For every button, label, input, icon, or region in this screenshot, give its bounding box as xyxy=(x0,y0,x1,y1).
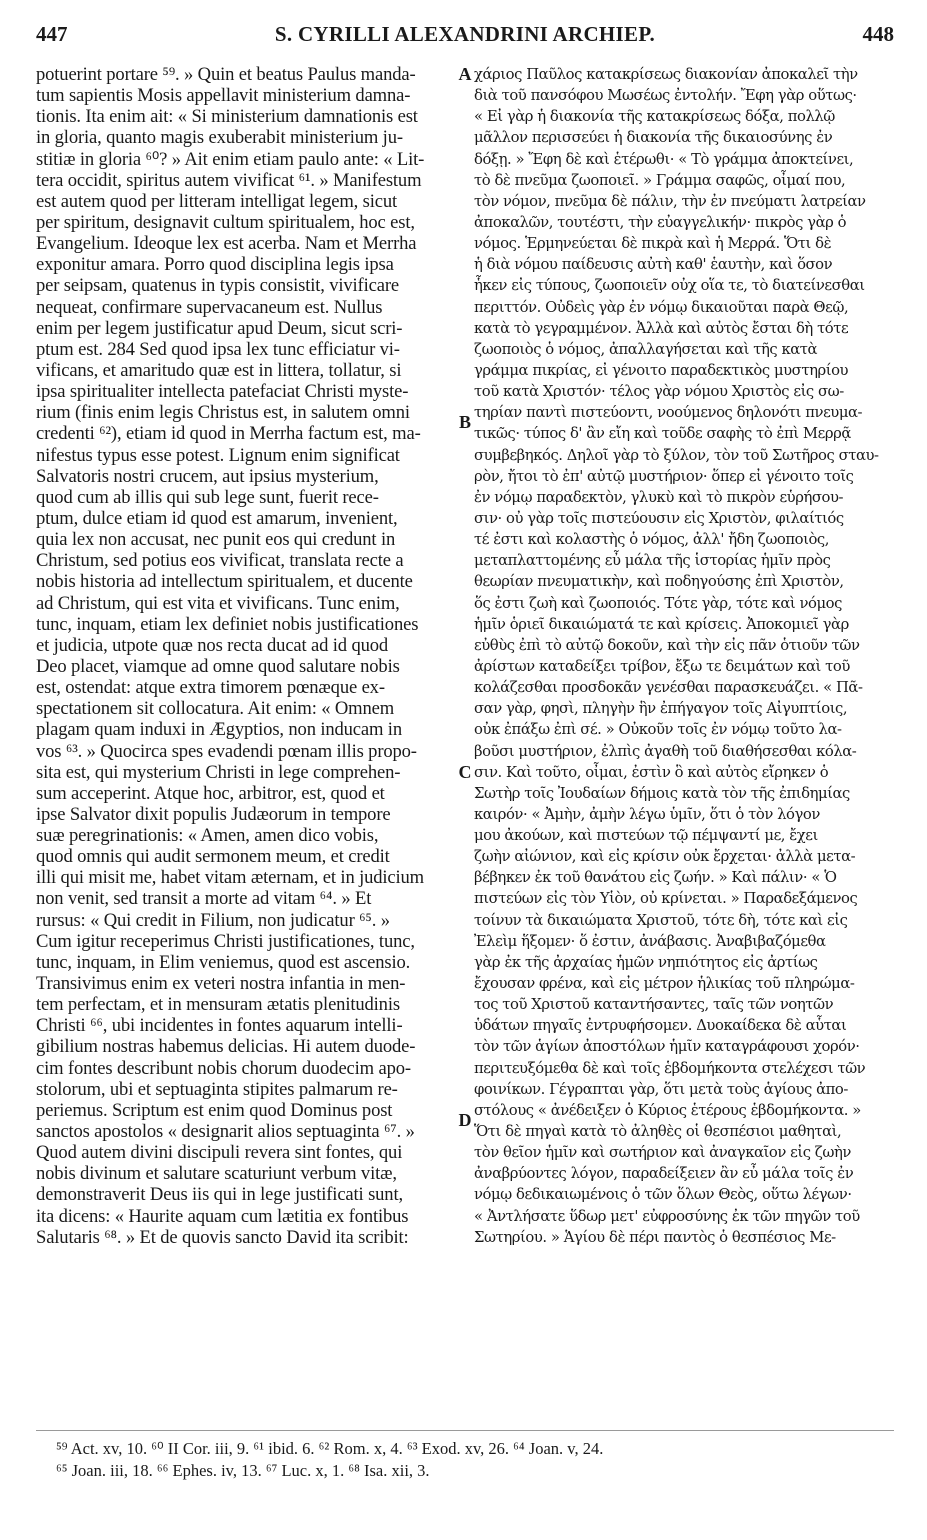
greek-text-line: τὸν τῶν ἁγίων ἀποστόλων ἡμῖν καταγράφουσι χορόν· xyxy=(474,1038,860,1056)
latin-text-line: Salutaris ⁶⁸. » Et de quovis sancto David ita scribit: xyxy=(36,1226,409,1248)
latin-text-line: Transivimus enim ex veteri nostra infantia in men- xyxy=(36,973,406,995)
greek-text-line: Ὅτι δὲ πηγαὶ κατὰ τὸ ἀληθὲς οἱ θεσπέσιοι μαθηταὶ, xyxy=(474,1123,842,1141)
latin-text-line: ipsa spiritualiter intellecta patefaciat Christi myste- xyxy=(36,381,409,403)
latin-text-line: Quod autem divini discipuli revera sint fontes, qui xyxy=(36,1142,403,1164)
greek-text-line: « Ἀντλήσατε ὕδωρ μετ' εὐφροσύνης ἐκ τῶν πηγῶν τοῦ xyxy=(474,1207,860,1225)
latin-text-line: rursus: « Qui credit in Filium, non judicatur ⁶⁵. » xyxy=(36,909,390,931)
latin-text-line: Christi ⁶⁶, ubi incidentes in fontes aquarum intelli- xyxy=(36,1015,403,1037)
greek-text-line: ἧκεν εἰς τύπους, ζωοποιεῖν οὐχ οἵα τε, τὸ διατείνεσθαι xyxy=(474,277,865,295)
latin-text-line: sanctos apostolos « designarit alios septuaginta ⁶⁷. » xyxy=(36,1121,415,1143)
greek-text-line: δόξῃ. » Ἔφη δὲ καὶ ἑτέρωθι· « Τὸ γράμμα ἀποκτείνει, xyxy=(474,150,854,168)
latin-text-line: non venit, sed transit a morte ad vitam ⁶⁴. » Et xyxy=(36,888,372,910)
latin-text-line: quod cum ab illis qui sub lege sunt, fuerit rece- xyxy=(36,486,379,508)
greek-text-line: κολάζεσθαι προσδοκᾶν γενέσθαι παρασκευάζει. « Πᾶ- xyxy=(474,679,863,697)
footnotes xyxy=(36,1438,896,1482)
latin-text-line: rium (finis enim legis Christus est, in salutem omni xyxy=(36,402,410,424)
latin-text-line: Salvatoris nostri crucem, aut ipsius mysterium, xyxy=(36,465,379,487)
greek-text-line: « Εἰ γὰρ ἡ διακονία τῆς κατακρίσεως δόξα, πολλῷ xyxy=(474,108,835,126)
greek-text-line: ἐν νόμῳ παραδεκτὸν, γλυκὺ καὶ τὸ πικρὸν εὑρήσου- xyxy=(474,488,844,506)
running-title: S. CYRILLI ALEXANDRINI ARCHIEP. xyxy=(274,22,656,46)
greek-text-line: Ἐλεὶμ ἥξομεν· ὅ ἐστιν, ἀνάβασις. Ἀναβιβαζόμεθα xyxy=(474,932,826,950)
latin-text-line: ptum, dulce etiam id quod est amarum, invenient, xyxy=(36,507,398,529)
greek-text-line: ἡμῖν ὁριεῖ δικαιώματά τε καὶ κρίσεις. Ἀποκομιεῖ γὰρ xyxy=(474,615,849,633)
latin-text-line: stitiæ in gloria ⁶⁰? » Ait enim etiam paulo ante: « Lit- xyxy=(36,148,425,170)
greek-text-line: γὰρ ἐκ τῆς ἀρχαίας ἡμῶν νηπιότητος εἰς ἀρτίως xyxy=(474,953,818,971)
latin-text-line: tunc, inquam, etiam lex definiet nobis justificationes xyxy=(36,613,419,635)
greek-text-line: ὑδάτων πηγαῖς ἐντρυφήσομεν. Δυοκαίδεκα δὲ αὗται xyxy=(474,1017,847,1035)
latin-text-line: nifestus typus esse potest. Lignum enim significat xyxy=(36,444,400,466)
section-marker-b: B xyxy=(458,412,471,432)
greek-text-line: ζωοποιὸς ὁ νόμος, ἀπαλλαγήσεται καὶ τῆς κατὰ xyxy=(474,340,818,358)
latin-text-line: demonstraverit Deus iis qui in lege justificati sunt, xyxy=(36,1184,403,1206)
greek-text-line: διὰ τοῦ πανσόφου Μωσέως ἐντολήν. Ἔφη γὰρ οὕτως· xyxy=(474,87,857,105)
latin-text-line: ad Christum, qui est vita et vivificans. Tunc enim, xyxy=(36,592,400,614)
latin-text-line: quod omnis qui audit sermonem meum, et credit xyxy=(36,846,390,868)
greek-text-line: χάριος Παῦλος κατακρίσεως διακονίαν ἀποκαλεῖ τὴν xyxy=(474,66,858,83)
greek-text-line: μου ἀκούων, καὶ πιστεύων τῷ πέμψαντί με, ἔχει xyxy=(474,827,818,845)
latin-text-line: tionis. Ita enim ait: « Si ministerium damnationis est xyxy=(36,106,418,128)
latin-text-line: stolorum, ubi et septuaginta stipites palmarum re- xyxy=(36,1078,398,1100)
greek-text-line: γράμμα πικρίας, εἰ γένοιτο παραδεκτικὸς μυστηρίου xyxy=(474,361,849,379)
latin-text-line: illi qui misit me, habet vitam æternam, et in judicium xyxy=(36,867,424,889)
latin-text-line: est, ostendat: atque extra timorem pœnæque ex- xyxy=(36,677,385,699)
latin-text-line: potuerint portare ⁵⁹. » Quin et beatus Paulus manda- xyxy=(36,64,416,85)
latin-text-line: sum acceperint. Atque hoc, arbitror, est, quod et xyxy=(36,782,385,804)
greek-text-line: σαν γὰρ, φησὶ, πληγὴν ἣν ἐπήγαγον τοῖς Αἰγυπτίοις, xyxy=(474,700,848,718)
greek-text-line: τικῶς· τύπος δ' ἂν εἴη καὶ τοῦδε σαφὴς τὸ ἐπὶ Μερρᾷ xyxy=(474,425,851,443)
latin-text-line: et judicia, utpote quæ nos recta ducat ad id quod xyxy=(36,634,389,656)
greek-text-line: τοίνυν τὰ δικαιώματα Χριστοῦ, τότε δὴ, τότε καὶ εἰς xyxy=(474,911,848,929)
latin-text-line: nobis historia ad intellectum spiritualem, et ducente xyxy=(36,571,413,593)
latin-text-line: nobis divinum et salutare scaturiunt verbum vitæ, xyxy=(36,1163,397,1185)
greek-text-line: φοινίκων. Γέγραπται γὰρ, ὅτι μετὰ τοὺς ἁγίους ἀπο- xyxy=(474,1080,848,1098)
latin-text-line: per seipsam, quatenus in typis consistit, vivificare xyxy=(36,275,399,297)
section-marker-d: D xyxy=(458,1110,472,1130)
latin-text-line: suæ peregrinationis: « Amen, amen dico vobis, xyxy=(36,825,379,847)
latin-text-line: cim fontes describunt nobis chorum duodecim apo- xyxy=(36,1057,411,1079)
greek-text-line: τοῦ κατὰ Χριστόν· τέλος γὰρ νόμου Χριστὸς εἰς σω- xyxy=(474,383,844,401)
greek-text-line: μεταπλαττομένης εὖ μάλα τῆς ἱστορίας ἡμῖν πρὸς xyxy=(474,552,831,570)
latin-text-line: Cum igitur receperimus Christi justificationes, tunc, xyxy=(36,930,415,952)
greek-text-line: τος τοῦ Χριστοῦ καταντήσαντες, ταῖς τῶν νοητῶν xyxy=(474,996,834,1014)
greek-text-line: περιτευξόμεθα δὲ καὶ τοῖς ἑβδομήκοντα στελέχεσι τῶν xyxy=(474,1059,866,1077)
greek-text-line: πιστεύων εἰς τὸν Υἱὸν, οὐ κρίνεται. » Παραδεξάμενος xyxy=(474,890,858,908)
greek-text-line: ἀρίστων καταδείξει τρίβον, ἔξω τε δειμάτων καὶ τοῦ xyxy=(474,657,850,675)
greek-text-line: κατὰ τὸ γεγραμμένον. Ἀλλὰ καὶ αὐτὸς ἔσται δὴ τότε xyxy=(474,319,849,337)
latin-text-line: tum sapientis Mosis appellavit ministerium damna- xyxy=(36,85,411,107)
latin-text-line: Christum, sed potius eos vivificat, translata recte a xyxy=(36,550,404,572)
latin-text-line: tunc, inquam, in Elim veniemus, quod est ascensio. xyxy=(36,951,411,973)
page-number-left: 447 xyxy=(36,22,68,46)
latin-text-line: in gloria, quanto magis exuberabit ministerium ju- xyxy=(36,127,403,149)
latin-text-line: vificans, et amaritudo quæ est in littera, tollatur, si xyxy=(36,359,402,381)
greek-text-line: τὸν θεῖον ἡμῖν καὶ σωτήριον καὶ ἀναγκαῖον εἰς ζωὴν xyxy=(474,1144,851,1162)
greek-text-line: τέ ἐστι καὶ κολαστὴς ὁ νόμος, ἀλλ' ἤδη ζωοποιὸς, xyxy=(474,531,830,549)
latin-text-line: quia lex non accusat, nec punit eos qui credunt in xyxy=(36,529,396,551)
greek-text-line: βοῦσι μυστήριον, ἐλπὶς ἀγαθὴ τοῦ διαθήσεσθαι κόλα- xyxy=(474,742,857,760)
latin-text-line: gibilium nostras habemus delicias. Hi autem duode- xyxy=(36,1036,416,1058)
latin-text-line: spectationem sit collocatura. Ait enim: « Omnem xyxy=(36,698,395,720)
latin-text-line: tera occidit, spiritus autem vivificat ⁶¹. » Manifestum xyxy=(36,169,422,191)
greek-text-line: οὐκ ἐπάξω ἐπὶ σέ. » Οὐκοῦν τοῖς ἐν νόμῳ τοῦτο λα- xyxy=(474,721,842,739)
greek-text-line: Σωτηρίου. » Ἁγίου δὲ πέρι παντὸς ὁ θεσπέσιος Με- xyxy=(474,1228,836,1246)
latin-text-line: sita est, qui mysterium Christi in lege comprehen- xyxy=(36,761,401,783)
section-marker-c: C xyxy=(458,762,472,782)
greek-text-line: ἡ διὰ νόμου παίδευσις αὐτὴ καθ' ἑαυτὴν, καὶ ὅσον xyxy=(474,256,833,274)
latin-text-line: ptum est. 284 Sed quod ipsa lex tunc efficiatur vi- xyxy=(36,338,400,360)
section-marker-a: A xyxy=(458,64,472,84)
greek-text-line: βέβηκεν ἐκ τοῦ θανάτου εἰς ζωήν. » Καὶ πάλιν· « Ὁ xyxy=(474,869,837,887)
footnote-line: ⁵⁹ Act. xv, 10. ⁶⁰ II Cor. iii, 9. ⁶¹ ibid. 6. ⁶² Rom. x, 4. ⁶³ Exod. xv, 26. ⁶⁴ Joan. v, 24. xyxy=(56,1439,604,1458)
latin-text-line: periemus. Scriptum est enim quod Dominus post xyxy=(36,1099,393,1121)
latin-text-line: exponitur amara. Porro quod disciplina legis ipsa xyxy=(36,254,394,276)
latin-text-line: enim per legem justificatur apud Deum, sicut scri- xyxy=(36,317,403,339)
greek-text-line: σιν· οὐ γὰρ τοῖς πιστεύουσιν εἰς Χριστὸν, φιλαίτιός xyxy=(474,509,844,527)
latin-text-line: ipse Salvator dixit populis Judæorum in tempore xyxy=(36,803,391,825)
greek-text-line: νόμος. Ἑρμηνεύεται δὲ πικρὰ καὶ ἡ Μερρά. Ὅτι δὲ xyxy=(474,235,832,253)
greek-text-line: τὸν νόμον, πνεῦμα δὲ πάλιν, τὴν ἐν πνεύματι λατρείαν xyxy=(474,192,866,210)
greek-text-line: νόμῳ δεδικαιωμένοις ὁ τῶν ὅλων Θεὸς, οὕτω λέγων· xyxy=(474,1186,852,1204)
page-header xyxy=(36,22,894,54)
latin-text-line: vos ⁶³. » Quocirca spes evadendi pœnam illis propo- xyxy=(36,740,417,762)
greek-text-line: τὸ δὲ πνεῦμα ζωοποιεῖ. » Γράμμα σαφῶς, οἶμαί που, xyxy=(474,171,846,189)
latin-text-line: ita dicens: « Haurite aquam cum lætitia ex fontibus xyxy=(36,1205,409,1227)
latin-text-line: nequeat, confirmare supervacaneum est. Nullus xyxy=(36,296,383,318)
latin-column xyxy=(36,64,456,1248)
greek-text-line: θεωρίαν πνευματικὴν, καὶ ποδηγούσης ἐπὶ Χριστὸν, xyxy=(474,573,844,591)
greek-text-line: μᾶλλον περισσεύει ἡ διακονία τῆς δικαιοσύνης ἐν xyxy=(474,129,833,147)
greek-text-line: ἀποκαλῶν, τουτέστι, τὴν εὐαγγελικήν· πικρὸς γὰρ ὁ xyxy=(474,213,847,231)
latin-text-line: Deo placet, viamque ad omne quod salutare nobis xyxy=(36,655,400,677)
greek-text-line: Σωτὴρ τοῖς Ἰουδαίων δήμοις κατὰ τὸν τῆς ἐπιδημίας xyxy=(474,784,850,802)
latin-text-line: plagam quam induxi in Ægyptios, non inducam in xyxy=(36,719,402,741)
greek-text-line: καιρόν· « Ἀμὴν, ἀμὴν λέγω ὑμῖν, ὅτι ὁ τὸν λόγον xyxy=(474,805,820,823)
latin-text-line: tem perfectam, et in mensuram ætatis plenitudinis xyxy=(36,994,400,1016)
greek-text-line: ὅς ἐστι ζωὴ καὶ ζωοποιός. Τότε γὰρ, τότε καὶ νόμος xyxy=(474,594,842,612)
greek-text-line: ρὸν, ἤτοι τὸ ἐπ' αὐτῷ μυστήριον· ὅπερ εἰ γένοιτο τοῖς xyxy=(474,467,854,485)
greek-text-line: ἔχουσαν φρένα, καὶ εἰς μέτρον ἡλικίας τοῦ πληρώμα- xyxy=(474,975,855,993)
greek-text-line: ἀναβρύοντες λόγον, παραδείξειεν ἂν εὖ μάλα τοῖς ἐν xyxy=(474,1165,854,1183)
page-number-right: 448 xyxy=(862,22,894,46)
greek-text-line: σιν. Καὶ τοῦτο, οἶμαι, ἐστὶν ὃ καὶ αὐτὸς εἴρηκεν ὁ xyxy=(474,763,829,781)
greek-text-line: στόλους « ἀνέδειξεν ὁ Κύριος ἑτέρους ἑβδομήκοντα. » xyxy=(474,1101,861,1119)
greek-column xyxy=(474,64,894,1248)
greek-text-line: εὐθὺς ἐπὶ τὸ αὐτῷ δοκοῦν, καὶ τὴν εἰς πᾶν ὁτιοῦν τῶν xyxy=(474,636,860,654)
latin-text-line: Evangelium. Ideoque lex est acerba. Nam et Merrha xyxy=(36,233,417,255)
greek-text-line: περιττόν. Οὐδεὶς γὰρ ἐν νόμῳ δικαιοῦται παρὰ Θεῷ, xyxy=(474,298,849,316)
footnote-divider xyxy=(36,1430,894,1431)
latin-text-line: est autem quod per litteram intelligat legem, sicut xyxy=(36,190,398,212)
greek-text-line: τηρίαν παντὶ πιστεύοντι, νοούμενος δηλονότι πνευμα- xyxy=(474,404,863,422)
latin-text-line: per spiritum, designavit cultum spiritualem, hoc est, xyxy=(36,211,415,233)
footnote-line: ⁶⁵ Joan. iii, 18. ⁶⁶ Ephes. iv, 13. ⁶⁷ Luc. x, 1. ⁶⁸ Isa. xii, 3. xyxy=(56,1461,430,1480)
latin-text-line: credenti ⁶²), etiam id quod in Merrha factum est, ma- xyxy=(36,423,421,445)
greek-text-line: ζωὴν αἰώνιον, καὶ εἰς κρίσιν οὐκ ἔρχεται· ἀλλὰ μετα- xyxy=(474,848,856,866)
greek-text-line: συμβεβηκός. Δηλοῖ γὰρ τὸ ξύλον, τὸν τοῦ Σωτῆρος σταυ- xyxy=(474,446,879,464)
